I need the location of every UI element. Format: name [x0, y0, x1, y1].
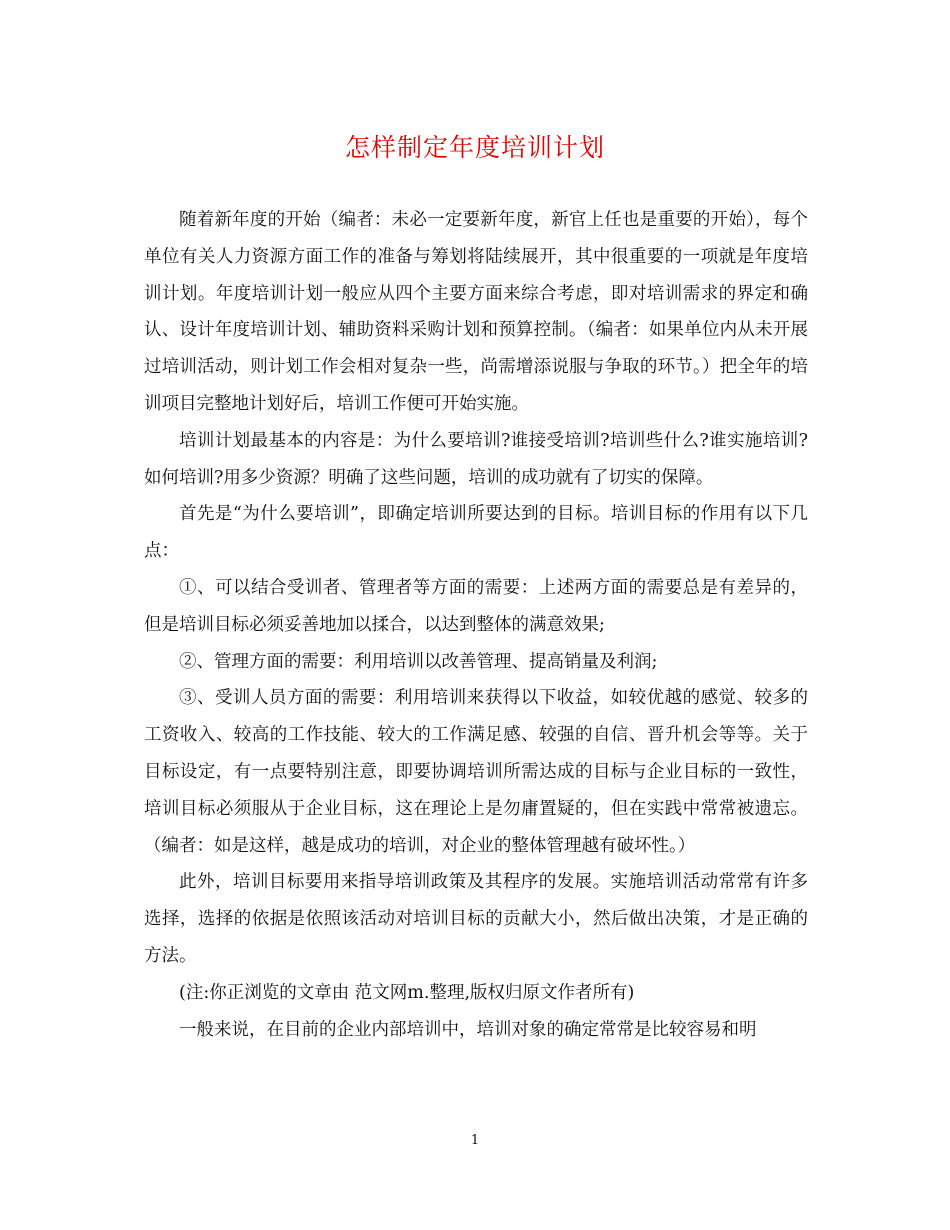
paragraph-source-note: (注:你正浏览的文章由 范文网m.整理,版权归原文作者所有): [179, 982, 635, 1003]
paragraph-why-train: 首先是“为什么要培训”，即确定培训所要达到的目标。培训目标的作用有以下几点：: [144, 504, 808, 562]
document-title: 怎样制定年度培训计划: [344, 133, 605, 162]
paragraph-point-3: ③、受训人员方面的需要：利用培训来获得以下收益，如较优越的感觉、较多的工资收入、较高的工作技能、较大的工作满足感、较强的自信、晋升机会等等。关于目标设定，有一点要特别注意，即要协调培训所需达成的目标与企业目标的一致性，培训目标必须服从于企业目标，这在理论上是勿庸置疑的，但在实践中常常被遗忘。（编者：如是这样，越是成功的培训，对企业的整体管理越有破坏性。）: [144, 688, 808, 856]
paragraph-point-1: ①、可以结合受训者、管理者等方面的需要：上述两方面的需要总是有差异的，但是培训目标必须妥善地加以揉合，以达到整体的满意效果;: [144, 577, 808, 635]
paragraph-training-target: 一般来说，在目前的企业内部培训中，培训对象的确定常常是比较容易和明: [179, 1019, 757, 1040]
page-number: 1: [470, 1133, 480, 1148]
paragraph-intro: 随着新年度的开始（编者：未必一定要新年度，新官上任也是重要的开始），每个单位有关人力资源方面工作的准备与筹划将陆续展开，其中很重要的一项就是年度培训计划。年度培训计划一般应从四个主要方面来综合考虑，即对培训需求的界定和确认、设计年度培训计划、辅助资料采购计划和预算控制。（编者：如果单位内从未开展过培训活动，则计划工作会相对复杂一些，尚需增添说服与争取的环节。）把全年的培训项目完整地计划好后，培训工作便可开始实施。: [144, 210, 808, 414]
document-body: [144, 202, 808, 1048]
paragraph-guidance: 此外，培训目标要用来指导培训政策及其程序的发展。实施培训活动常常有许多选择，选择的依据是依照该活动对培训目标的贡献大小，然后做出决策，才是正确的方法。: [144, 872, 808, 966]
paragraph-basic-content: 培训计划最基本的内容是：为什么要培训?谁接受培训?培训些什么?谁实施培训?如何培训?用多少资源？明确了这些问题，培训的成功就有了切实的保障。: [144, 430, 808, 488]
paragraph-point-2: ②、管理方面的需要：利用培训以改善管理、提高销量及利润;: [179, 651, 658, 672]
